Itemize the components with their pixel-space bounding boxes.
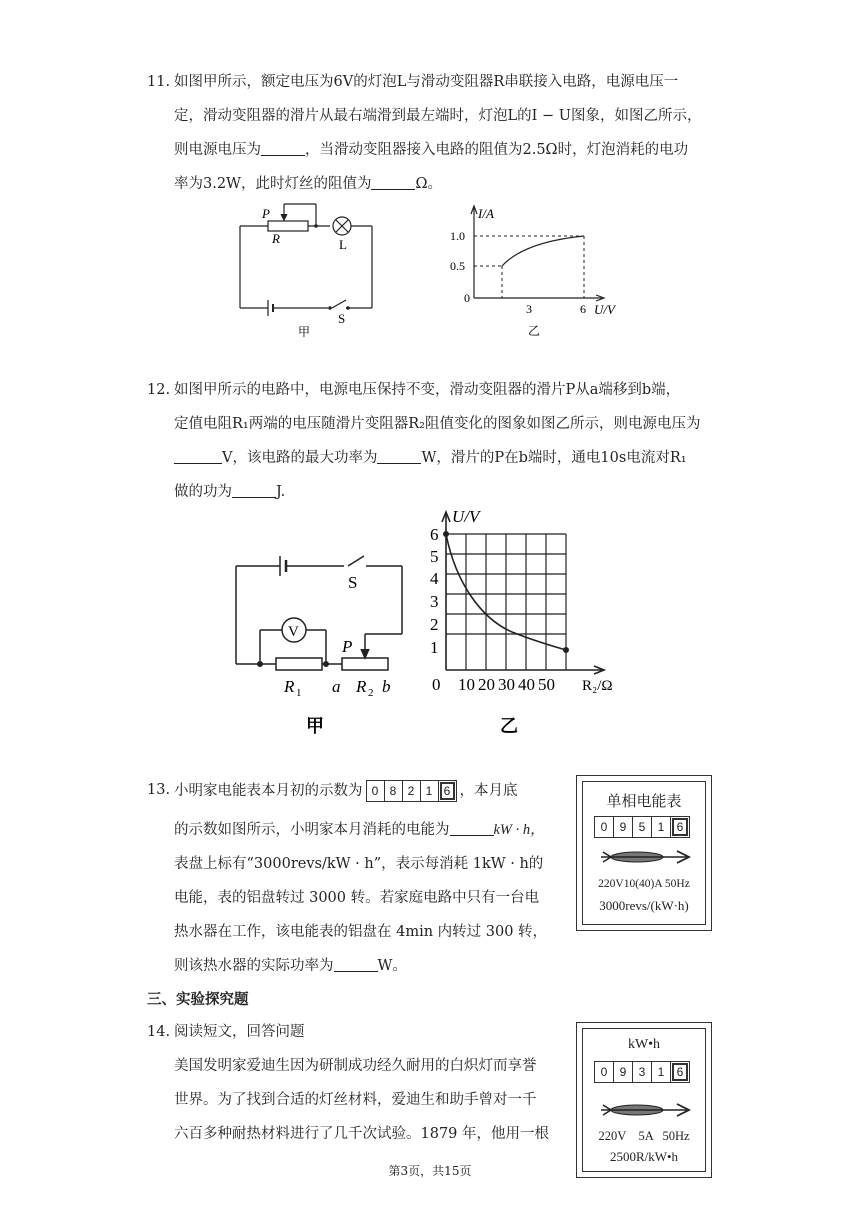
answer-blank[interactable] [334, 957, 378, 972]
digit: 2 [403, 781, 421, 801]
meter-spec-1: 220V 5A 50Hz [598, 1129, 690, 1143]
label-S: S [348, 573, 358, 592]
digit: 8 [385, 781, 403, 801]
digit: 0 [595, 1062, 614, 1082]
q13-line1a: 小明家电能表本月初的示数为 [174, 783, 363, 799]
tick-3: 3 [526, 302, 532, 316]
q13-line6 [174, 956, 407, 976]
digit: 6 [671, 817, 689, 837]
q12-line3a: V，该电路的最大功率为 [222, 450, 378, 466]
q11-line3b: ，当滑动变阻器接入电路的阻值为2.5Ω时，灯泡消耗的电功 [305, 142, 689, 158]
digit: 3 [633, 1062, 652, 1082]
q14-number: 14. [147, 1024, 171, 1040]
q11-line4 [174, 174, 442, 194]
q14-line1: 阅读短文，回答问题 [174, 1024, 305, 1040]
digit: 1 [652, 1062, 671, 1082]
aluminum-disc-icon [597, 846, 693, 868]
q11-iu-graph [444, 202, 629, 340]
q13-line2 [174, 820, 545, 840]
q13-line3: 表盘上标有“3000revs/kW · h”，表示每消耗 1kW · h的 [174, 856, 544, 872]
tick-0.5: 0.5 [450, 259, 465, 273]
q11-line2: 定，滑动变阻器的滑片从最右端滑到最左端时，灯泡L的I − U图象，如图乙所示， [174, 108, 702, 124]
label-P: P [342, 637, 353, 656]
q13-line6a: 则该热水器的实际功率为 [174, 958, 334, 974]
meter-title: 单相电能表 [606, 792, 682, 810]
label-a: a [332, 677, 341, 696]
xtick-20: 20 [478, 675, 495, 694]
q12-line4a: 做的功为 [174, 484, 232, 500]
section-heading: 三、实验探究题 [147, 992, 249, 1008]
q12-number: 12. [147, 382, 171, 398]
page-footer: 第3页，共15页 [388, 1164, 472, 1178]
meter-digits [594, 816, 690, 838]
q13-line1 [174, 780, 518, 802]
xtick-40: 40 [518, 675, 535, 694]
electric-meter-2 [576, 1022, 712, 1178]
ytick-6: 6 [430, 525, 439, 544]
answer-blank[interactable] [371, 175, 415, 190]
axis-label-x: R₂/Ω [582, 678, 613, 694]
answer-blank[interactable] [261, 141, 305, 156]
digit: 1 [652, 817, 671, 837]
ytick-1: 1 [430, 638, 439, 657]
answer-blank[interactable] [377, 449, 421, 464]
tick-origin: 0 [464, 291, 470, 305]
axis-label-x: U/V [594, 302, 615, 317]
q11-line3a: 则电源电压为 [174, 142, 261, 158]
axis-label-y: U/V [452, 507, 480, 526]
aluminum-disc-icon [597, 1099, 693, 1121]
q11-number: 11. [147, 74, 171, 90]
q11-line4a: 率为3.2W，此时灯丝的阻值为 [174, 176, 372, 192]
tick-6: 6 [580, 302, 586, 316]
q12-line4 [174, 482, 285, 502]
digit: 0 [595, 817, 614, 837]
xtick-10: 10 [458, 675, 475, 694]
q12-circuit-diagram [230, 548, 415, 738]
q13-line5: 热水器在工作，该电能表的铝盘在 4min 内转过 300 转， [174, 924, 548, 940]
xtick-0: 0 [432, 675, 441, 694]
q12-line3b: W，滑片的P在b端时，通电10s电流对R₁ [421, 450, 687, 466]
label-S: S [338, 311, 346, 326]
label-R: R [272, 231, 280, 246]
label-L: L [339, 237, 347, 252]
caption-jia: 甲 [306, 716, 324, 736]
q14-line4: 六百多种耐热材料进行了几千次试验。1879 年，他用一根 [174, 1126, 550, 1142]
answer-blank[interactable] [450, 821, 494, 836]
q13-line4: 电能，表的铝盘转过 3000 转。若家庭电路中只有一台电 [174, 890, 540, 906]
label-R2-sub: 2 [368, 687, 374, 699]
ytick-4: 4 [430, 569, 439, 588]
q11-circuit-diagram [232, 196, 382, 340]
q12-line3 [174, 448, 687, 468]
caption-yi: 乙 [500, 716, 518, 736]
axis-label-y: I/A [478, 206, 494, 221]
xtick-30: 30 [498, 675, 515, 694]
q14-line3: 世界。为了找到合适的灯丝材料，爱迪生和助手曾对一千 [174, 1092, 537, 1108]
q13-number: 13. [147, 782, 171, 798]
meter-spec-1: 220V10(40)A 50Hz [598, 878, 690, 890]
digit: 6 [671, 1062, 689, 1082]
meter-reading-start [366, 780, 457, 802]
digit: 1 [421, 781, 439, 801]
q13-line6b: W。 [377, 958, 407, 974]
label-P: P [262, 206, 270, 221]
digit: 5 [633, 817, 652, 837]
answer-blank[interactable] [232, 483, 276, 498]
caption-jia: 甲 [298, 325, 311, 339]
digit: 9 [614, 817, 633, 837]
q12-line4b: J. [276, 484, 286, 500]
q11-line1: 如图甲所示，额定电压为6V的灯泡L与滑动变阻器R串联接入电路，电源电压一 [174, 74, 679, 90]
label-R1: R [284, 677, 295, 696]
q13-line1b: ，本月底 [459, 783, 518, 799]
answer-blank[interactable] [174, 449, 222, 464]
electric-meter-1 [576, 775, 712, 931]
q13-line2b: kW · h， [493, 822, 545, 838]
label-R1-sub: 1 [296, 687, 302, 699]
label-R2: R [356, 677, 367, 696]
meter-digits [594, 1061, 690, 1083]
meter-spec-2: 3000revs/(kW·h) [599, 898, 689, 913]
tick-1.0: 1.0 [450, 229, 465, 243]
digit: 0 [367, 781, 385, 801]
ytick-2: 2 [430, 615, 439, 634]
meter-title: kW•h [627, 1037, 661, 1052]
q12-line1: 如图甲所示的电路中，电源电压保持不变，滑动变阻器的滑片P从a端移到b端， [174, 382, 681, 398]
q11-line4b: Ω。 [415, 176, 442, 192]
q12-ur-graph [422, 504, 637, 740]
caption-yi: 乙 [528, 324, 541, 338]
ytick-3: 3 [430, 592, 439, 611]
q11-line3 [174, 140, 688, 160]
voltmeter-V: V [288, 624, 299, 640]
meter-spec-2: 2500R/kW•h [609, 1149, 679, 1164]
q12-line2: 定值电阻R₁两端的电压随滑片变阻器R₂阻值变化的图象如图乙所示，则电源电压为 [174, 416, 701, 432]
digit: 6 [439, 781, 456, 801]
ytick-5: 5 [430, 547, 439, 566]
label-b: b [382, 677, 391, 696]
digit: 9 [614, 1062, 633, 1082]
q14-line2: 美国发明家爱迪生因为研制成功经久耐用的白炽灯而享誉 [174, 1058, 537, 1074]
xtick-50: 50 [538, 675, 555, 694]
q13-line2a: 的示数如图所示，小明家本月消耗的电能为 [174, 822, 450, 838]
